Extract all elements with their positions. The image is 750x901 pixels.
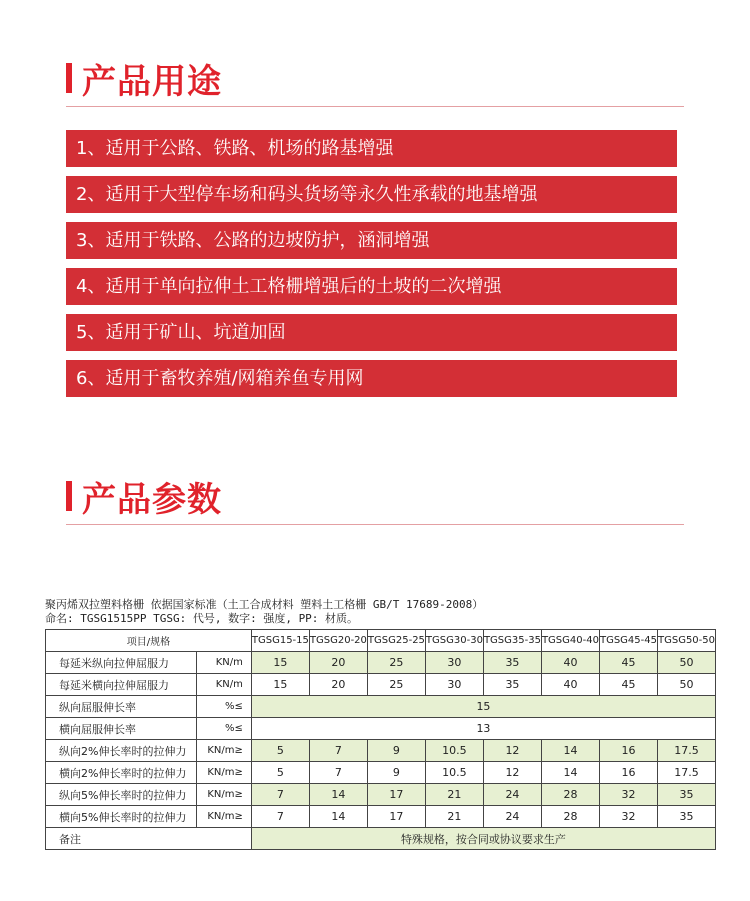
table-cell: 32 [599, 784, 657, 806]
merged-cell: 13 [251, 718, 715, 740]
spec-caption-naming: 命名: TGSG1515PP TGSG: 代号, 数字: 强度, PP: 材质。 [45, 612, 359, 625]
table-row [46, 652, 716, 674]
table-cell: 30 [425, 674, 483, 696]
usage-section-header [66, 56, 222, 100]
usage-divider [66, 106, 684, 107]
usage-item: 6、适用于畜牧养殖/网箱养鱼专用网 [66, 360, 677, 397]
table-cell: 7 [251, 806, 309, 828]
row-label: 横向2%伸长率时的拉伸力 [46, 762, 197, 784]
table-cell: 21 [425, 806, 483, 828]
table-cell: 10.5 [425, 762, 483, 784]
header-label: 项目/规格 [46, 630, 252, 652]
table-cell: 25 [367, 652, 425, 674]
table-cell: 14 [541, 740, 599, 762]
row-unit: KN/m [196, 652, 251, 674]
table-row [46, 762, 716, 784]
table-row [46, 784, 716, 806]
table-cell: 17.5 [657, 762, 715, 784]
usage-title: 产品用途 [82, 61, 222, 102]
table-cell: 7 [309, 762, 367, 784]
table-cell: 32 [599, 806, 657, 828]
table-cell: 7 [251, 784, 309, 806]
table-cell: 17.5 [657, 740, 715, 762]
row-unit: %≤ [196, 696, 251, 718]
table-cell: 24 [483, 784, 541, 806]
table-cell: 12 [483, 762, 541, 784]
row-unit: %≤ [196, 718, 251, 740]
table-cell: 28 [541, 784, 599, 806]
row-unit: KN/m≥ [196, 784, 251, 806]
table-cell: 35 [483, 652, 541, 674]
params-title: 产品参数 [82, 479, 222, 520]
params-section-header [66, 474, 222, 518]
row-label: 纵向2%伸长率时的拉伸力 [46, 740, 197, 762]
table-cell: 25 [367, 674, 425, 696]
row-unit: KN/m [196, 674, 251, 696]
usage-item: 4、适用于单向拉伸土工格栅增强后的土坡的二次增强 [66, 268, 677, 305]
row-label: 横向5%伸长率时的拉伸力 [46, 806, 197, 828]
table-row [46, 740, 716, 762]
table-cell: 45 [599, 674, 657, 696]
row-unit: KN/m≥ [196, 762, 251, 784]
table-cell: 7 [309, 740, 367, 762]
row-label: 每延米横向拉伸屈服力 [46, 674, 197, 696]
table-cell: 17 [367, 784, 425, 806]
title-accent-bar [66, 63, 72, 93]
params-table [45, 629, 716, 850]
table-cell: 15 [251, 652, 309, 674]
table-cell: 16 [599, 740, 657, 762]
table-cell: 24 [483, 806, 541, 828]
table-row [46, 718, 716, 740]
header-model: TGSG25-25 [367, 630, 425, 652]
usage-item: 5、适用于矿山、坑道加固 [66, 314, 677, 351]
table-cell: 35 [657, 784, 715, 806]
table-cell: 40 [541, 674, 599, 696]
table-cell: 9 [367, 762, 425, 784]
table-row [46, 674, 716, 696]
table-cell: 35 [657, 806, 715, 828]
header-model: TGSG15-15 [251, 630, 309, 652]
usage-item: 3、适用于铁路、公路的边坡防护，涵洞增强 [66, 222, 677, 259]
row-unit: KN/m≥ [196, 740, 251, 762]
table-cell: 20 [309, 652, 367, 674]
row-label: 每延米纵向拉伸屈服力 [46, 652, 197, 674]
table-cell: 50 [657, 652, 715, 674]
usage-item: 2、适用于大型停车场和码头货场等永久性承载的地基增强 [66, 176, 677, 213]
title-accent-bar [66, 481, 72, 511]
usage-item: 1、适用于公路、铁路、机场的路基增强 [66, 130, 677, 167]
table-cell: 40 [541, 652, 599, 674]
row-unit: KN/m≥ [196, 806, 251, 828]
params-divider [66, 524, 684, 525]
merged-cell: 15 [251, 696, 715, 718]
table-cell: 20 [309, 674, 367, 696]
table-row [46, 696, 716, 718]
table-header-row [46, 630, 716, 652]
note-text: 特殊规格，按合同或协议要求生产 [251, 828, 715, 850]
table-cell: 30 [425, 652, 483, 674]
table-cell: 17 [367, 806, 425, 828]
row-label: 横向屈服伸长率 [46, 718, 197, 740]
table-cell: 14 [541, 762, 599, 784]
header-model: TGSG50-50 [657, 630, 715, 652]
table-cell: 16 [599, 762, 657, 784]
note-label: 备注 [46, 828, 252, 850]
table-cell: 5 [251, 762, 309, 784]
table-cell: 35 [483, 674, 541, 696]
table-cell: 5 [251, 740, 309, 762]
table-cell: 10.5 [425, 740, 483, 762]
table-cell: 14 [309, 806, 367, 828]
header-model: TGSG40-40 [541, 630, 599, 652]
table-cell: 45 [599, 652, 657, 674]
params-spec-sheet [45, 598, 716, 850]
table-cell: 15 [251, 674, 309, 696]
header-model: TGSG30-30 [425, 630, 483, 652]
table-cell: 28 [541, 806, 599, 828]
table-cell: 21 [425, 784, 483, 806]
table-note-row [46, 828, 716, 850]
table-cell: 9 [367, 740, 425, 762]
table-cell: 50 [657, 674, 715, 696]
header-model: TGSG35-35 [483, 630, 541, 652]
table-cell: 12 [483, 740, 541, 762]
header-model: TGSG20-20 [309, 630, 367, 652]
table-cell: 14 [309, 784, 367, 806]
table-row [46, 806, 716, 828]
row-label: 纵向5%伸长率时的拉伸力 [46, 784, 197, 806]
header-model: TGSG45-45 [599, 630, 657, 652]
spec-caption-standard: 聚丙烯双拉塑料格栅 依据国家标准（土工合成材料 塑料土工格栅 GB/T 17689-2008） [45, 598, 484, 611]
row-label: 纵向屈服伸长率 [46, 696, 197, 718]
